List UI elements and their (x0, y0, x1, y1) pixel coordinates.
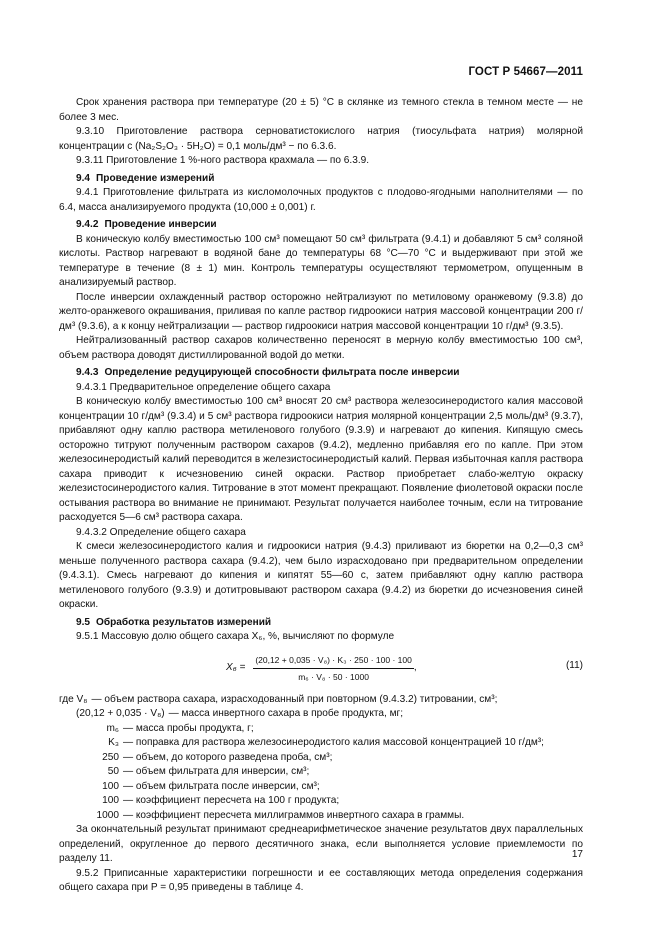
definition-row: m₆ — масса пробы продукта, г; (106, 722, 254, 734)
section-heading-9-4: 9.4 Проведение измерений (76, 172, 215, 184)
paragraph: 9.4.1 Приготовление фильтрата из кисломолочных продуктов с плодово-ягодными наполнителями — по 6.4, масса анализируемого продукта (10,000 ± 0,001) г. (59, 187, 583, 213)
paragraph: 9.5.2 Приписанные характеристики погрешности и ее составляющих метода определения содержания общего сахара при P = 0,95 приведены в таблице 4. (59, 867, 583, 893)
section-heading-9-4-3: 9.4.3 Определение редуцирующей способности фильтрата после инверсии (76, 367, 460, 378)
paragraph: 9.3.10 Приготовление раствора серноватистокислого натрия (тиосульфата натрия) молярной концентрации c (Na₂S₂O₃ · 5H₂O) = 0,1 моль/дм³ − по 6.3.6. (59, 126, 583, 152)
definition-row: где V₈ — объем раствора сахара, израсходованный при повторном (9.4.3.2) титровании, см³; (59, 693, 498, 705)
paragraph: Срок хранения раствора при температуре (20 ± 5) °С в склянке из темного стекла в темном месте — не более 3 мес. (59, 97, 583, 123)
equation-number: (11) (565, 659, 583, 671)
definition-row: (20,12 + 0,035 · V₈) — масса инвертного сахара в пробе продукта, мг; (76, 708, 404, 719)
formula-numerator: (20,12 + 0,035 · V₈) · K₃ · 250 · 100 · 100 (253, 653, 414, 670)
definition-row: K₃ — поправка для раствора железосинеродистого калия массовой концентрацией 10 г/дм³; (108, 737, 544, 748)
definition-row: 100 — коэффициент пересчета на 100 г продукта; (102, 795, 340, 806)
definition-row: 1000 — коэффициент пересчета миллиграммов инвертного сахара в граммы. (96, 809, 465, 821)
formula-denominator: m₆ · V₈ · 50 · 1000 (298, 672, 369, 682)
paragraph: 9.5.1 Массовую долю общего сахара X₆, %, вычисляют по формуле (76, 631, 395, 642)
formula-fraction (253, 653, 414, 685)
formula-lhs: X₆ = (226, 662, 246, 674)
standard-header: ГОСТ Р 54667—2011 (468, 66, 583, 78)
page-number: 17 (571, 849, 583, 860)
subsection-title: 9.4.3.1 Предварительное определение общего сахара (76, 381, 331, 393)
definition-row: 250 — объем, до которого разведена проба, см³; (102, 751, 333, 763)
document-body (59, 96, 583, 896)
formula-trail: , (413, 662, 417, 674)
paragraph: 9.3.11 Приготовление 1 %-ного раствора крахмала — по 6.3.9. (76, 155, 370, 166)
subsection-title: 9.4.3.2 Определение общего сахара (76, 526, 246, 538)
paragraph: После инверсии охлажденный раствор осторожно нейтрализуют по метиловому оранжевому (9.3.8) до желто-оранжевого окрашивания, приливая по капле раствор гидроокиси натрия массовой концентрации 200 г/дм³ (9.3.6), а к концу нейтрализации — раствор гидроокиси натрия массовой концентрации 10 г/дм³ (9.3.5). (59, 291, 583, 332)
formula-expression (226, 653, 417, 685)
paragraph: К смеси железосинеродистого калия и гидроокиси натрия (9.4.3) приливают из бюретки на 0,2—0,3 см³ меньше полученного раствора сахара (9.4.2), чем было израсходовано при предварительном определении (9.4.3.1). Смесь нагревают до кипения и кипятят 55—60 с, затем прибавляют одну каплю раствора метиленового голубого (9.3.9) и дотитровывают раствором сахара (9.4.2) из бюретки до исчезновения синей окраски. (59, 541, 583, 610)
section-heading-9-4-2: 9.4.2 Проведение инверсии (76, 219, 217, 230)
definition-row: 50 — объем фильтрата для инверсии, см³; (107, 766, 310, 777)
paragraph: Нейтрализованный раствор сахаров количественно переносят в мерную колбу вместимостью 100 см³, объем раствора доводят дистиллированной водой до метки. (59, 335, 583, 361)
paragraph: За окончательный результат принимают среднеарифметическое значение результатов двух параллельных определений, округленное до первого десятичного знака, если выполняется условие приемлемости по разделу 11. (59, 824, 583, 864)
paragraph: В коническую колбу вместимостью 100 см³ вносят 20 см³ раствора железосинеродистого калия массовой концентрации 10 г/дм³ (9.3.4) и 5 см³ раствора гидроокиси натрия молярной концентрации 2,5 моль/дм³ (9.3.7), прибавляют одну каплю раствора метиленового голубого (9.3.9) и нагревают до кипения. Кипящую смесь осторожно титруют полученным раствором сахаров (9.4.2), медленно прибавляя его по капле. При этом железосинеродистый калий переводится в железистосинеродистый калий. Первая избыточная капля раствора сахара приводит к исчезновению синей окраски. Раствор приобретает слабо-желтую окраску железистосинеродистого калия. Титрование в этот момент прекращают. Появление фиолетовой окраски после остывания раствора во внимание не принимают. Результат получается наиболее точным, если на титрование расходуется 5—6 см³ раствора сахара. (59, 396, 583, 523)
paragraph: В коническую колбу вместимостью 100 см³ помещают 50 см³ фильтрата (9.4.1) и добавляют 5 см³ соляной кислоты. Раствор нагревают в водяной бане до температуры 68 °С—70 °С и выдерживают при этой же температуре в течение (8 ± 1) мин. Контроль температуры осуществляют термометром, опущенным в анализируемый раствор. (59, 233, 583, 288)
section-heading-9-5: 9.5 Обработка результатов измерений (76, 616, 272, 628)
variable-definitions (59, 693, 583, 824)
definition-row: 100 — объем фильтрата после инверсии, см³; (102, 780, 320, 792)
formula-11 (59, 647, 583, 687)
